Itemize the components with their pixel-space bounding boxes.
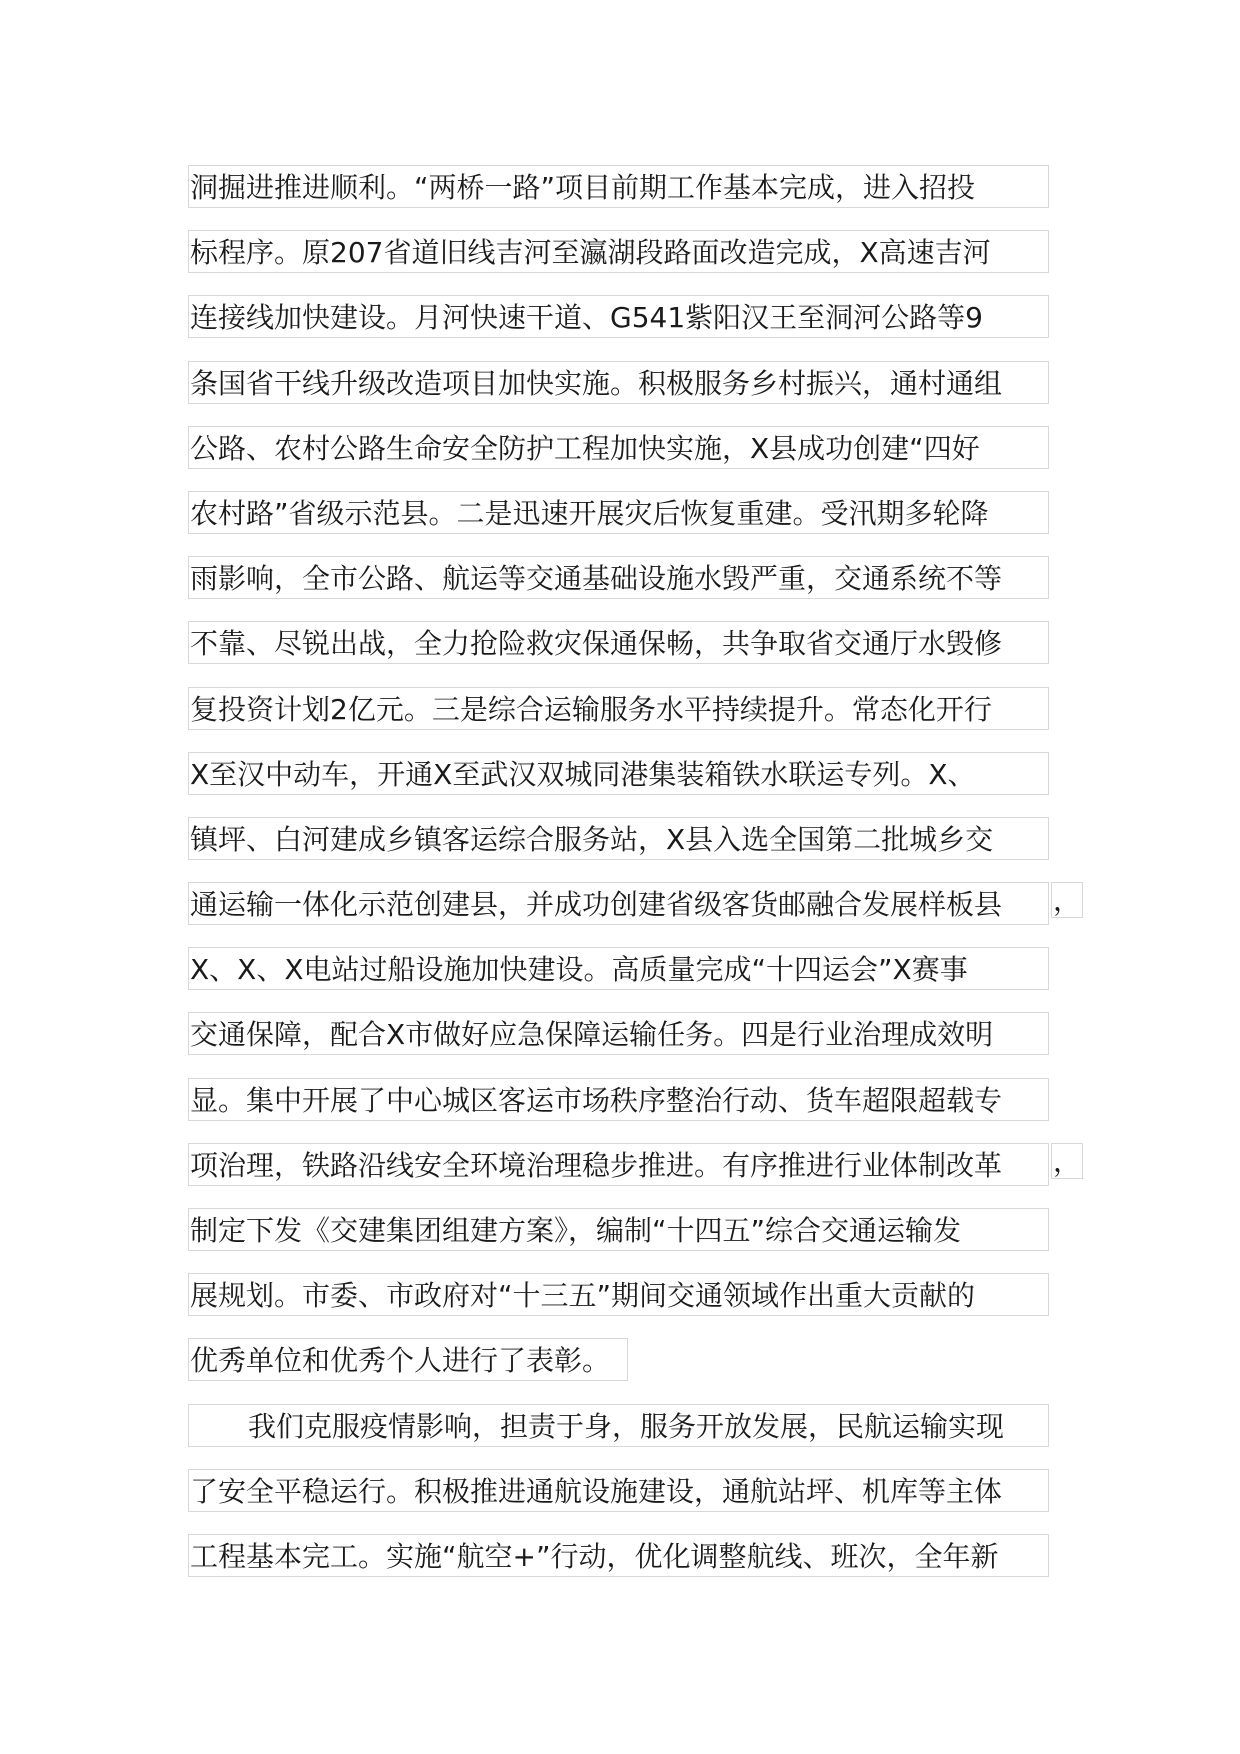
text-line	[188, 752, 1088, 817]
line-text: 连接线加快建设。月河快速干道、G541紫阳汉王至洞河公路等9	[188, 295, 1049, 338]
text-line	[188, 882, 1088, 947]
trailing-punctuation: ，	[1052, 1144, 1081, 1178]
body-text	[188, 165, 1088, 1599]
text-line	[188, 1078, 1088, 1143]
text-line	[188, 1469, 1088, 1534]
paragraph-end-line: 优秀单位和优秀个人进行了表彰。	[188, 1338, 628, 1381]
line-text: 公路、农村公路生命安全防护工程加快实施，X县成功创建“四好	[188, 426, 1049, 469]
line-text: 标程序。原207省道旧线吉河至瀛湖段路面改造完成，X高速吉河	[188, 230, 1049, 273]
text-line	[188, 1143, 1088, 1208]
text-line	[188, 1208, 1088, 1273]
line-text: 雨影响，全市公路、航运等交通基础设施水毁严重，交通系统不等	[188, 556, 1049, 599]
line-text: 显。集中开展了中心城区客运市场秩序整治行动、货车超限超载专	[188, 1078, 1049, 1121]
text-line	[188, 1338, 1088, 1403]
line-text: X至汉中动车，开通X至武汉双城同港集装箱铁水联运专列。X、	[188, 752, 1049, 795]
trailing-punctuation: ，	[1052, 884, 1081, 918]
text-line	[188, 621, 1088, 686]
text-line	[188, 687, 1088, 752]
line-text: 制定下发《交建集团组建方案》，编制“十四五”综合交通运输发	[188, 1208, 1049, 1251]
line-text: 农村路”省级示范县。二是迅速开展灾后恢复重建。受汛期多轮降	[188, 491, 1049, 534]
line-text: 交通保障，配合X市做好应急保障运输任务。四是行业治理成效明	[188, 1012, 1049, 1055]
line-text: 工程基本完工。实施“航空+”行动，优化调整航线、班次，全年新	[188, 1534, 1049, 1577]
text-line	[188, 1534, 1088, 1599]
line-text: 了安全平稳运行。积极推进通航设施建设，通航站坪、机库等主体	[188, 1469, 1049, 1512]
line-text: 复投资计划2亿元。三是综合运输服务水平持续提升。常态化开行	[188, 687, 1049, 730]
line-text: 洞掘进推进顺利。“两桥一路”项目前期工作基本完成，进入招投	[188, 165, 1049, 208]
text-line	[188, 295, 1088, 360]
line-text: 通运输一体化示范创建县，并成功创建省级客货邮融合发展样板县	[188, 882, 1049, 925]
text-line	[188, 491, 1088, 556]
line-text: 镇坪、白河建成乡镇客运综合服务站，X县入选全国第二批城乡交	[188, 817, 1049, 860]
text-line	[188, 426, 1088, 491]
line-text: 条国省干线升级改造项目加快实施。积极服务乡村振兴，通村通组	[188, 361, 1049, 404]
text-line	[188, 1012, 1088, 1077]
text-line	[188, 947, 1088, 1012]
line-text: X、X、X电站过船设施加快建设。高质量完成“十四运会”X赛事	[188, 947, 1049, 990]
text-line	[188, 361, 1088, 426]
text-line	[188, 556, 1088, 621]
line-text: 不靠、尽锐出战，全力抢险救灾保通保畅，共争取省交通厅水毁修	[188, 621, 1049, 664]
text-line	[188, 230, 1088, 295]
text-line	[188, 817, 1088, 882]
text-line	[188, 1273, 1088, 1338]
text-line	[188, 165, 1088, 230]
text-line	[188, 1404, 1088, 1469]
line-text: 展规划。市委、市政府对“十三五”期间交通领域作出重大贡献的	[188, 1273, 1049, 1316]
paragraph-start-line: 我们克服疫情影响，担责于身，服务开放发展，民航运输实现	[188, 1404, 1049, 1447]
line-text: 项治理，铁路沿线安全环境治理稳步推进。有序推进行业体制改革	[188, 1143, 1049, 1186]
